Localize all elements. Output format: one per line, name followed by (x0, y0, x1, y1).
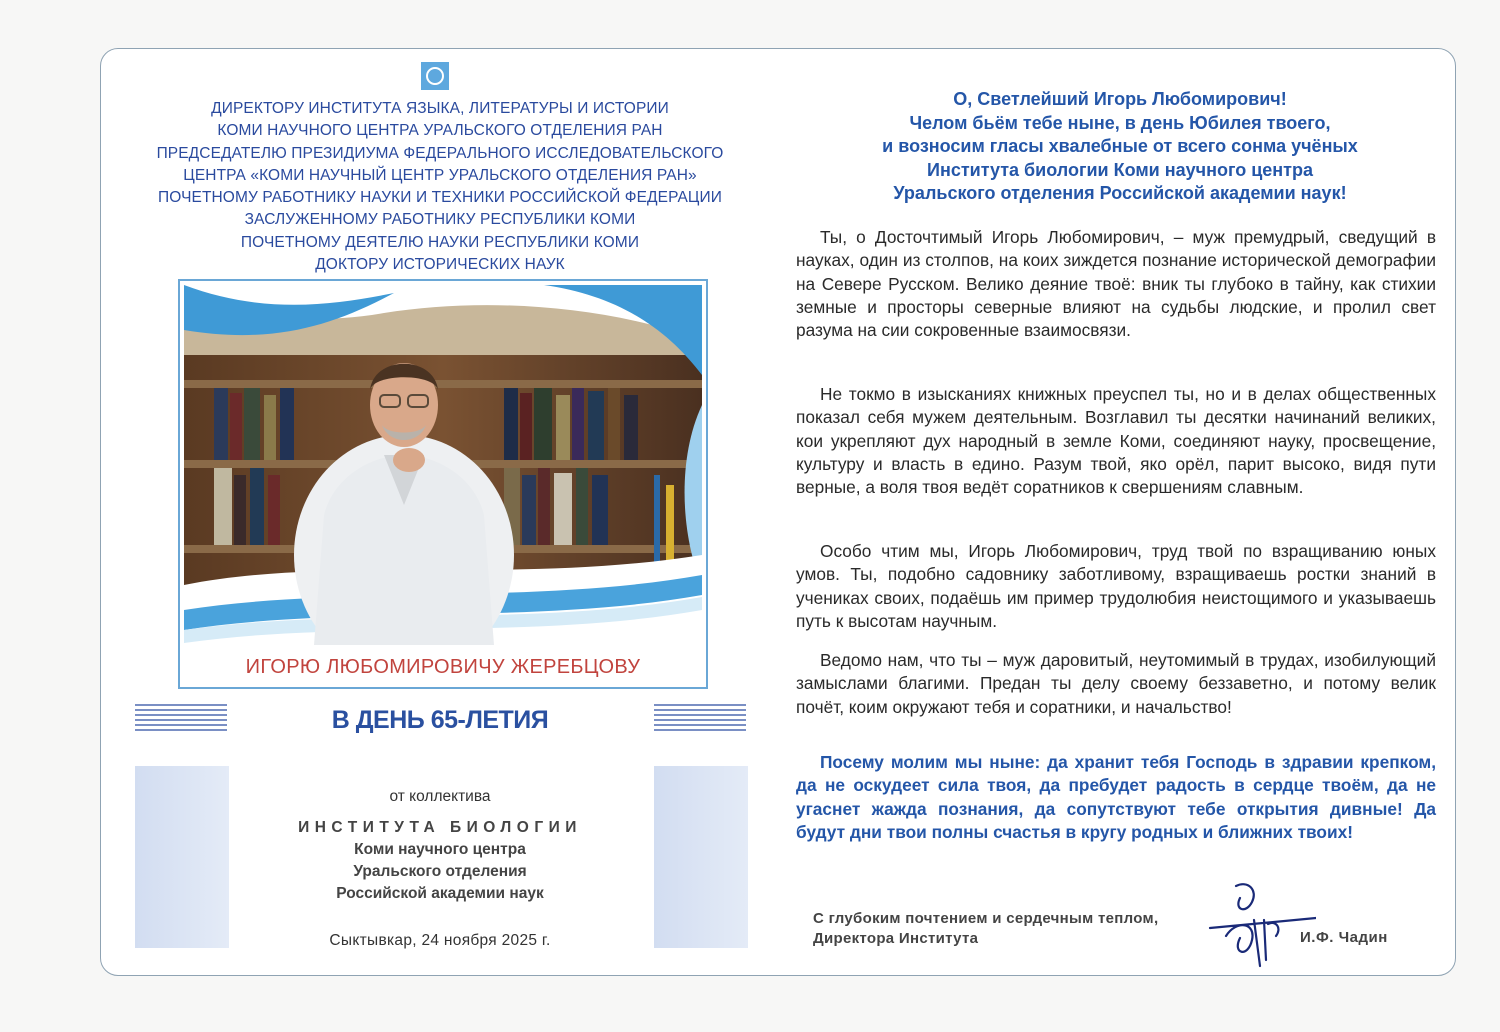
place-date: Сыктывкар, 24 ноября 2025 г. (329, 932, 551, 949)
recipient-name: ИГОРЮ ЛЮБОМИРОВИЧУ ЖЕРЕБЦОВУ (245, 656, 641, 678)
greeting-line: Института биологии Коми научного центра (927, 159, 1313, 180)
title-line: ДОКТОРУ ИСТОРИЧЕСКИХ НАУК (315, 256, 565, 274)
greeting-line: и возносим гласы хвалебные от всего сонма учёных (882, 136, 1358, 156)
institute-name: ИНСТИТУТА БИОЛОГИИ (298, 819, 582, 836)
institute-line: Уральского отделения (353, 863, 527, 880)
greeting-heading (780, 88, 1460, 206)
jubilee-heading: В ДЕНЬ 65-ЛЕТИЯ (331, 706, 549, 734)
paragraph: Не токмо в изысканиях книжных преуспел ты, но и в делах общественных показал себя мужем деятельным. Возглавил ты десятки начинаний великих, кои укрепляют дух народный в земле Коми, соединяют науку, просвещение, культуру и власть в едино. Разум твой, яко орёл, парит высоко, видя пути верные, а воля твоя ведёт соратников к свершениям славным. (796, 384, 1436, 498)
title-line: ЗАСЛУЖЕННОМУ РАБОТНИКУ РЕСПУБЛИКИ КОМИ (244, 211, 636, 229)
from-label: от коллектива (389, 788, 491, 805)
closing-line: С глубоким почтением и сердечным теплом, (813, 910, 1159, 927)
institute-logo-icon (421, 62, 449, 90)
decorative-block-left (135, 766, 229, 948)
title-line: ДИРЕКТОРУ ИНСТИТУТА ЯЗЫКА, ЛИТЕРАТУРЫ И ИСТОРИИ (211, 100, 669, 117)
decorative-block-right (654, 766, 748, 948)
greeting-line: Челом бьём тебе ныне, в день Юбилея твоего, (909, 112, 1331, 133)
recipient-titles (140, 98, 740, 276)
portrait-frame (178, 279, 708, 689)
sender-block (240, 786, 640, 905)
paragraph: Ведомо нам, что ты – муж даровитый, неутомимый в трудах, изобилующий замыслами благими. Предан ты делу своему беззаветно, и потому велик почёт, коим окружают тебя и соратники, и начальство! (796, 650, 1436, 717)
institute-line: Коми научного центра (354, 841, 526, 858)
decorative-stripes-right (654, 704, 746, 734)
decorative-stripes-left (135, 704, 227, 734)
title-line: ПОЧЕТНОМУ ДЕЯТЕЛЮ НАУКИ РЕСПУБЛИКИ КОМИ (240, 233, 640, 251)
signature-image (1196, 880, 1316, 972)
greeting-line: Уральского отделения Российской академии наук! (893, 183, 1347, 203)
closing-line: Директора Института (813, 930, 979, 947)
paragraph: Ты, о Досточтимый Игорь Любомирович, – муж премудрый, сведущий в науках, один из столпов, на коих зиждется познание исторической демографии на Севере Русском. Велико деяние твоё: вник ты глубоко в тайну, как стихии земные и просторы северные влияют на судьбы людские, и пролил свет разума на сии сокровенные взаимосвязи. (796, 227, 1436, 341)
blessing-paragraph: Посему молим мы ныне: да хранит тебя Господь в здравии крепком, да не оскудеет сила твоя, да пребудет радость в сердце твоём, да не угаснет жажда познания, да сопутствуют тебе открытия дивные! Да будут дни твои полны счастья в кругу родных и ближних твоих! (796, 752, 1436, 842)
title-line: КОМИ НАУЧНОГО ЦЕНТРА УРАЛЬСКОГО ОТДЕЛЕНИЯ РАН (217, 122, 663, 140)
greeting-line: О, Светлейший Игорь Любомирович! (953, 89, 1287, 109)
signer-name: И.Ф. Чадин (1300, 929, 1388, 946)
closing-text (813, 909, 1158, 949)
paragraph: Особо чтим мы, Игорь Любомирович, труд твой по взращиванию юных умов. Ты, подобно садовнику заботливому, взращиваешь ростки знаний в учениках своих, подаёшь им пример трудолюбия неистощимого и указываешь путь к высотам научным. (796, 541, 1436, 631)
portrait-photo (184, 285, 702, 645)
title-line: ЦЕНТРА «КОМИ НАУЧНЫЙ ЦЕНТР УРАЛЬСКОГО ОТДЕЛЕНИЯ РАН» (183, 166, 697, 184)
title-line: ПРЕДСЕДАТЕЛЮ ПРЕЗИДИУМА ФЕДЕРАЛЬНОГО ИССЛЕДОВАТЕЛЬСКОГО (156, 144, 724, 162)
institute-line: Российской академии наук (336, 885, 544, 902)
title-line: ПОЧЕТНОМУ РАБОТНИКУ НАУКИ И ТЕХНИКИ РОССИЙСКОЙ ФЕДЕРАЦИИ (158, 189, 722, 207)
